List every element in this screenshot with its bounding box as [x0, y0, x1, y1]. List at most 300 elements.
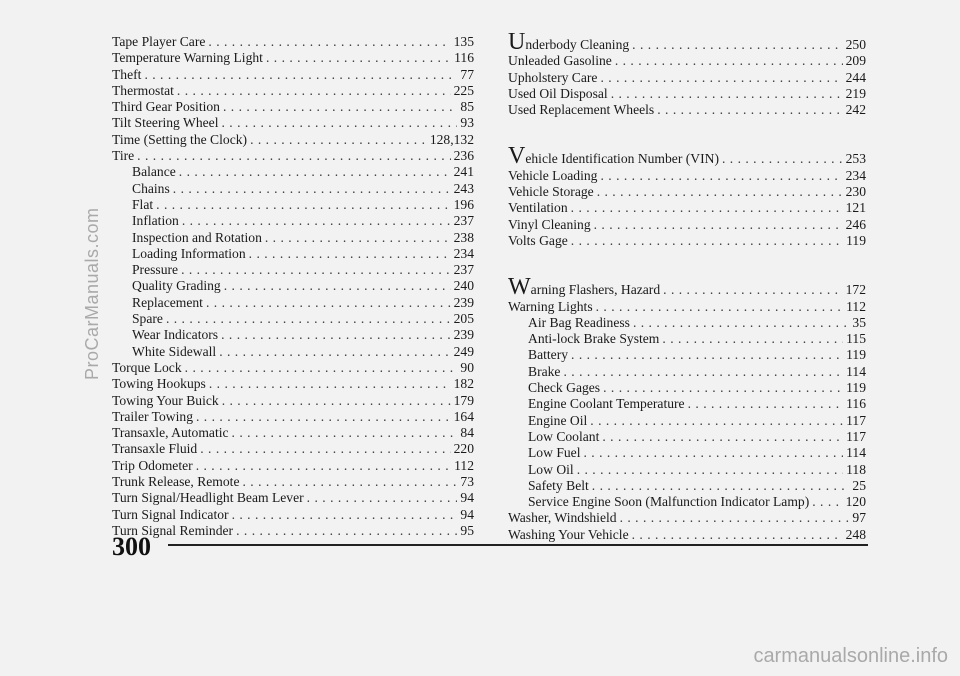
entry-term-text: Transaxle, Automatic	[112, 425, 229, 441]
dot-leader	[600, 168, 842, 184]
entry-term	[112, 441, 197, 457]
dot-leader	[219, 344, 450, 360]
entry-page-number: 85	[460, 99, 474, 115]
entry-term-text: Anti-lock Brake System	[528, 331, 660, 347]
entry-term	[132, 278, 221, 294]
dot-leader	[196, 458, 451, 474]
dot-leader	[250, 132, 427, 148]
entry-term	[508, 29, 630, 55]
index-subentry	[112, 278, 474, 294]
entry-term	[528, 380, 600, 396]
entry-page-number: 114	[846, 445, 866, 461]
entry-term	[112, 507, 229, 523]
dot-leader	[209, 376, 451, 392]
entry-term-text: Chains	[132, 180, 170, 196]
entry-term	[112, 425, 229, 441]
entry-page-number: 84	[460, 425, 474, 441]
entry-page-number: 240	[453, 278, 474, 294]
index-subentry	[508, 380, 866, 396]
entry-term-text: Turn Signal Reminder	[112, 522, 234, 538]
dot-leader	[185, 360, 458, 376]
dot-leader	[571, 233, 843, 249]
dot-leader	[265, 230, 451, 246]
entry-term-text: Loading Information	[132, 245, 246, 261]
dot-leader	[166, 311, 451, 327]
entry-term	[112, 115, 218, 131]
index-subentry	[112, 327, 474, 343]
index-entry	[112, 132, 474, 148]
index-entry	[112, 441, 474, 457]
dot-leader	[232, 425, 458, 441]
dot-leader	[221, 115, 457, 131]
entry-term	[112, 67, 141, 83]
entry-term	[508, 527, 629, 543]
entry-term-text: Temperature Warning Light	[112, 50, 263, 66]
dot-leader	[615, 53, 843, 69]
index-entry	[508, 70, 866, 86]
entry-page-number: 118	[846, 461, 866, 477]
entry-page-number: 237	[453, 262, 474, 278]
entry-page-number: 220	[453, 441, 474, 457]
dot-leader	[633, 315, 849, 331]
dot-leader	[596, 299, 844, 315]
index-entry	[508, 53, 866, 69]
dot-leader	[200, 441, 450, 457]
entry-term-text: Spare	[132, 311, 163, 327]
section-initial: V	[508, 143, 526, 170]
entry-term-text: Time (Setting the Clock)	[112, 131, 248, 147]
dot-leader	[243, 474, 458, 490]
index-entry	[508, 168, 866, 184]
dot-leader	[688, 396, 844, 412]
index-entry	[112, 34, 474, 50]
entry-page-number: 250	[845, 37, 866, 52]
dot-leader	[208, 34, 450, 50]
entry-term-text: Turn Signal/Headlight Beam Lever	[112, 490, 304, 506]
entry-page-number: 93	[460, 115, 474, 131]
entry-term	[508, 274, 661, 301]
entry-term	[112, 409, 193, 425]
entry-term	[132, 164, 176, 180]
entry-page-number: 209	[845, 53, 866, 69]
entry-term-text: Trunk Release, Remote	[112, 474, 240, 490]
entry-term	[132, 327, 218, 343]
index-subentry	[112, 295, 474, 311]
watermark-side: ProCarManuals.com	[82, 207, 102, 380]
dot-leader	[603, 380, 843, 396]
entry-term-text: Balance	[132, 164, 176, 180]
entry-page-number: 128,132	[429, 131, 474, 147]
entry-term	[528, 462, 574, 478]
entry-term-text: Tilt Steering Wheel	[112, 115, 219, 131]
dot-leader	[137, 148, 450, 164]
index-column-right	[508, 29, 866, 573]
index-entry	[508, 143, 866, 170]
entry-term-text: Trip Odometer	[112, 457, 193, 473]
index-subentry	[112, 197, 474, 213]
entry-page-number: 116	[846, 396, 866, 412]
entry-page-number: 248	[845, 526, 866, 542]
index-entry	[508, 200, 866, 216]
entry-term-text: Service Engine Soon (Malfunction Indicator Lamp)	[528, 494, 810, 510]
entry-page-number: 119	[846, 232, 866, 248]
entry-page-number: 196	[453, 196, 474, 212]
entry-term	[508, 86, 608, 102]
entry-page-number: 94	[460, 490, 474, 506]
dot-leader	[173, 181, 451, 197]
dot-leader	[307, 490, 458, 506]
entry-page-number: 117	[846, 412, 866, 428]
entry-term	[528, 413, 587, 429]
entry-term	[528, 331, 659, 347]
dot-leader	[611, 86, 843, 102]
index-entry	[112, 67, 474, 83]
entry-page-number: 182	[453, 376, 474, 392]
index-entry	[508, 217, 866, 233]
entry-term	[112, 99, 220, 115]
dot-leader	[620, 510, 850, 526]
index-entry	[112, 458, 474, 474]
entry-term	[112, 458, 193, 474]
entry-term-text: Air Bag Readiness	[528, 314, 630, 330]
entry-page-number: 119	[846, 380, 866, 396]
entry-term	[112, 490, 304, 506]
dot-leader	[632, 527, 843, 543]
entry-term-text: Vehicle Storage	[508, 184, 594, 200]
index-entry	[112, 490, 474, 506]
index-letter-section	[508, 29, 866, 118]
entry-page-number: 95	[460, 522, 474, 538]
dot-leader	[266, 50, 451, 66]
entry-term-text: nderbody Cleaning	[525, 37, 630, 52]
index-entry	[112, 425, 474, 441]
dot-leader	[594, 217, 843, 233]
entry-page-number: 25	[852, 477, 866, 493]
entry-term	[112, 83, 174, 99]
dot-leader	[222, 393, 451, 409]
entry-page-number: 97	[852, 510, 866, 526]
entry-term	[112, 34, 205, 50]
entry-term	[132, 213, 179, 229]
entry-term-text: Turn Signal Indicator	[112, 506, 229, 522]
entry-term-text: Pressure	[132, 262, 179, 278]
entry-term	[132, 181, 170, 197]
entry-term	[112, 360, 182, 376]
entry-page-number: 112	[846, 298, 866, 314]
entry-page-number: 73	[460, 474, 474, 490]
entry-page-number: 230	[845, 184, 866, 200]
entry-term	[508, 143, 719, 170]
index-subentry	[112, 213, 474, 229]
entry-page-number: 249	[453, 343, 474, 359]
index-entry	[112, 99, 474, 115]
entry-term-text: Battery	[528, 347, 569, 363]
dot-leader	[249, 246, 451, 262]
index-subentry	[112, 262, 474, 278]
index-subentry	[508, 445, 866, 461]
entry-page-number: 239	[453, 294, 474, 310]
entry-page-number: 114	[846, 363, 866, 379]
index-entry	[112, 360, 474, 376]
index-entry	[112, 376, 474, 392]
dot-leader	[592, 478, 850, 494]
entry-term-text: Tire	[112, 148, 135, 164]
page-number: 300	[112, 532, 151, 561]
entry-page-number: 35	[852, 314, 866, 330]
entry-term	[528, 364, 560, 380]
index-subentry	[112, 181, 474, 197]
entry-term	[528, 315, 630, 331]
entry-page-number: 121	[845, 200, 866, 216]
entry-term-text: Used Oil Disposal	[508, 85, 608, 101]
index-entry	[508, 527, 866, 543]
index-entry	[112, 474, 474, 490]
entry-term-text: Third Gear Position	[112, 99, 220, 115]
index-entry	[112, 115, 474, 131]
dot-leader	[632, 37, 842, 53]
entry-term-text: Quality Grading	[132, 278, 221, 294]
entry-term-text: Upholstery Care	[508, 69, 598, 85]
entry-term	[528, 396, 685, 412]
entry-term-text: Check Gages	[528, 380, 601, 396]
index-subentry	[508, 331, 866, 347]
dot-leader	[600, 70, 842, 86]
dot-leader	[657, 102, 842, 118]
index-entry	[112, 83, 474, 99]
dot-leader	[571, 200, 843, 216]
dot-leader	[602, 429, 843, 445]
entry-term-text: Theft	[112, 66, 142, 82]
entry-term	[508, 510, 617, 526]
entry-term-text: ehicle Identification Number (VIN)	[525, 151, 719, 167]
index-letter-section	[508, 143, 866, 249]
index-entry	[508, 299, 866, 315]
index-subentry	[508, 364, 866, 380]
dot-leader	[223, 99, 457, 115]
index-subentry	[112, 311, 474, 327]
entry-term	[112, 474, 240, 490]
dot-leader	[571, 347, 843, 363]
entry-term-text: Low Oil	[528, 461, 574, 477]
entry-term-text: Unleaded Gasoline	[508, 53, 612, 69]
entry-term	[508, 53, 612, 69]
index-subentry	[508, 462, 866, 478]
entry-term	[112, 132, 247, 148]
dot-leader	[232, 507, 458, 523]
index-letter-section	[508, 274, 866, 543]
dot-leader	[177, 83, 451, 99]
dot-leader	[663, 282, 842, 298]
index-entry	[508, 233, 866, 249]
index-subentry	[508, 494, 866, 510]
entry-term-text: Replacement	[132, 294, 203, 310]
dot-leader	[563, 364, 843, 380]
dot-leader	[221, 327, 451, 343]
dot-leader	[812, 494, 842, 510]
entry-page-number: 242	[845, 102, 866, 118]
index-column-left	[112, 34, 474, 539]
entry-term	[132, 230, 262, 246]
index-entry	[508, 184, 866, 200]
entry-page-number: 164	[453, 408, 474, 424]
entry-page-number: 219	[845, 85, 866, 101]
dot-leader	[144, 67, 457, 83]
index-entry	[508, 29, 866, 55]
index-entry	[508, 86, 866, 102]
entry-term	[508, 102, 654, 118]
entry-term	[528, 494, 809, 510]
entry-term-text: Ventilation	[508, 200, 568, 216]
entry-page-number: 117	[846, 428, 866, 444]
entry-page-number: 119	[846, 347, 866, 363]
dot-leader	[179, 164, 451, 180]
dot-leader	[590, 413, 843, 429]
dot-leader	[577, 462, 843, 478]
entry-term-text: Torque Lock	[112, 359, 182, 375]
index-subentry	[112, 246, 474, 262]
dot-leader	[181, 262, 451, 278]
entry-page-number: 135	[453, 34, 474, 49]
entry-term-text: Vehicle Loading	[508, 167, 598, 183]
entry-term-text: Transaxle Fluid	[112, 441, 198, 457]
dot-leader	[662, 331, 843, 347]
index-entry	[112, 523, 474, 539]
entry-term-text: Low Fuel	[528, 445, 581, 461]
entry-term-text: Inflation	[132, 213, 179, 229]
entry-term	[528, 429, 599, 445]
entry-term-text: Vinyl Cleaning	[508, 216, 591, 232]
entry-term	[508, 200, 568, 216]
entry-term	[132, 262, 178, 278]
entry-page-number: 120	[845, 494, 866, 510]
entry-page-number: 90	[460, 359, 474, 375]
entry-term	[132, 311, 163, 327]
entry-page-number: 236	[453, 148, 474, 164]
entry-term	[112, 393, 219, 409]
entry-term-text: Washing Your Vehicle	[508, 526, 629, 542]
entry-page-number: 239	[453, 327, 474, 343]
entry-term-text: Flat	[132, 196, 154, 212]
index-entry	[112, 507, 474, 523]
entry-term-text: Trailer Towing	[112, 408, 193, 424]
dot-leader	[224, 278, 451, 294]
index-entry	[508, 510, 866, 526]
entry-term-text: Thermostat	[112, 82, 174, 98]
entry-term	[528, 445, 580, 461]
entry-page-number: 94	[460, 506, 474, 522]
entry-page-number: 172	[845, 282, 866, 298]
index-entry	[112, 50, 474, 66]
index-entry	[508, 274, 866, 301]
index-subentry	[508, 315, 866, 331]
index-subentry	[508, 396, 866, 412]
index-subentry	[508, 413, 866, 429]
dot-leader	[156, 197, 450, 213]
dot-leader	[722, 151, 843, 167]
entry-term-text: arning Flashers, Hazard	[530, 282, 661, 298]
entry-term	[132, 295, 203, 311]
index-subentry	[508, 347, 866, 363]
entry-term	[508, 233, 568, 249]
entry-term-text: Engine Coolant Temperature	[528, 396, 685, 412]
entry-term	[508, 217, 591, 233]
index-subentry	[112, 164, 474, 180]
entry-page-number: 238	[453, 229, 474, 245]
entry-page-number: 241	[453, 164, 474, 180]
entry-page-number: 234	[453, 245, 474, 261]
entry-page-number: 237	[453, 213, 474, 229]
entry-term-text: Safety Belt	[528, 477, 589, 493]
dot-leader	[196, 409, 451, 425]
entry-term-text: Towing Hookups	[112, 376, 206, 392]
section-initial: U	[508, 29, 526, 55]
index-subentry	[508, 478, 866, 494]
entry-page-number: 179	[453, 392, 474, 408]
entry-page-number: 77	[460, 66, 474, 82]
entry-term-text: Inspection and Rotation	[132, 229, 262, 245]
entry-term-text: Used Replacement Wheels	[508, 102, 655, 118]
entry-term	[508, 184, 594, 200]
entry-term	[508, 168, 597, 184]
entry-term	[112, 50, 263, 66]
entry-page-number: 243	[453, 180, 474, 196]
footer-rule	[168, 544, 868, 546]
dot-leader	[206, 295, 451, 311]
entry-page-number: 234	[845, 167, 866, 183]
entry-page-number: 246	[845, 216, 866, 232]
entry-page-number: 253	[845, 151, 866, 167]
entry-term-text: Tape Player Care	[112, 34, 206, 49]
entry-term	[132, 197, 153, 213]
dot-leader	[182, 213, 451, 229]
dot-leader	[597, 184, 843, 200]
entry-term-text: Washer, Windshield	[508, 510, 617, 526]
entry-page-number: 115	[846, 331, 866, 347]
index-subentry	[112, 230, 474, 246]
index-entry	[112, 409, 474, 425]
entry-term-text: Brake	[528, 363, 561, 379]
entry-page-number: 205	[453, 311, 474, 327]
entry-term-text: Engine Oil	[528, 412, 588, 428]
entry-term-text: Wear Indicators	[132, 327, 219, 343]
watermark-bottom: carmanualsonline.info	[753, 645, 948, 667]
entry-page-number: 225	[453, 82, 474, 98]
index-subentry	[112, 344, 474, 360]
index-entry	[112, 148, 474, 164]
entry-term-text: White Sidewall	[132, 343, 217, 359]
entry-term-text: Warning Lights	[508, 298, 593, 314]
index-entry	[112, 393, 474, 409]
entry-term-text: Low Coolant	[528, 428, 600, 444]
entry-page-number: 116	[454, 50, 474, 66]
entry-page-number: 112	[454, 457, 474, 473]
dot-leader	[583, 445, 843, 461]
entry-term	[508, 299, 593, 315]
entry-term	[508, 70, 597, 86]
index-subentry	[508, 429, 866, 445]
entry-term	[112, 376, 206, 392]
entry-term	[528, 347, 568, 363]
index-entry	[508, 102, 866, 118]
entry-term	[132, 344, 216, 360]
entry-term-text: Volts Gage	[508, 232, 568, 248]
entry-page-number: 244	[845, 69, 866, 85]
entry-term	[112, 148, 134, 164]
entry-term	[132, 246, 246, 262]
entry-term-text: Towing Your Buick	[112, 392, 219, 408]
section-initial: W	[508, 274, 531, 301]
dot-leader	[236, 523, 457, 539]
